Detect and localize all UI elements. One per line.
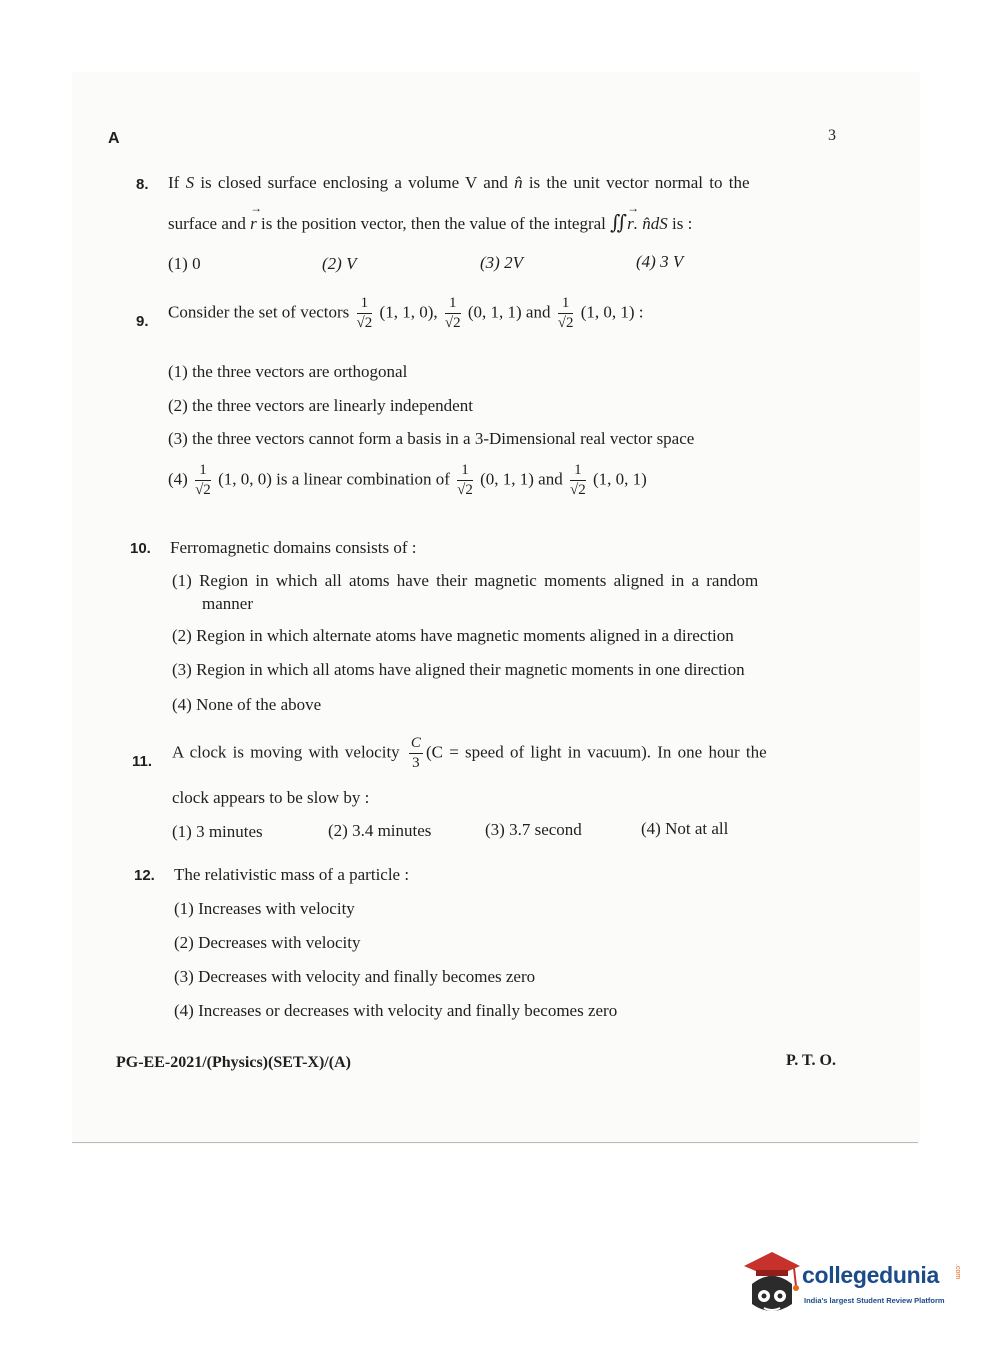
q8-text: If [168, 173, 180, 192]
q9-option-4-label: (4) [168, 469, 188, 489]
q9-option-1: (1) the three vectors are orthogonal [168, 362, 408, 381]
paper-code: PG-EE-2021/(Physics)(SET-X)/(A) [116, 1054, 351, 1071]
q8-option-2: (2) V [322, 254, 357, 273]
one-over-root-two [570, 463, 586, 498]
vector-1: (1, 1, 0), [379, 302, 438, 322]
fraction-denominator: √2 [569, 482, 586, 498]
brand-name: collegedunia [802, 1262, 939, 1288]
fraction-numerator: 1 [570, 463, 586, 481]
q8-surface-symbol: S [185, 173, 195, 192]
q9-option-4-text: (1, 0, 1) [592, 469, 647, 489]
fraction-denominator: √2 [457, 482, 473, 498]
fraction-numerator: 1 [357, 296, 373, 314]
fraction-denominator: 3 [412, 755, 420, 771]
fraction-numerator: 1 [445, 296, 461, 314]
q12-option-3: (3) Decreases with velocity and finally becomes zero [174, 967, 536, 986]
q9-option-2: (2) the three vectors are linearly independent [168, 396, 473, 415]
integrand-vector-symbol [627, 201, 640, 234]
vector-2: (0, 1, 1) and [467, 302, 551, 322]
vector-3: (1, 0, 1) : [580, 302, 644, 322]
fraction-denominator: √2 [195, 482, 211, 498]
q12-option-4: (4) Increases or decreases with velocity and finally becomes zero [174, 1001, 618, 1020]
q12-option-1: (1) Increases with velocity [174, 899, 355, 918]
c-over-three [409, 736, 423, 771]
position-vector-symbol [250, 201, 263, 234]
q11-option-1: (1) 3 minutes [172, 822, 263, 841]
one-over-root-two [357, 296, 373, 331]
q8-option-4: (4) 3 V [636, 252, 684, 271]
vector-letter: r [627, 214, 634, 233]
q10-option-1: (1) Region in which all atoms have their magnetic moments aligned in a random [172, 571, 759, 590]
q9-text: Consider the set of vectors [168, 302, 350, 322]
one-over-root-two [445, 296, 461, 331]
question-10-number: 10. [130, 540, 151, 557]
q8-text: is the unit vector normal to the [528, 173, 750, 192]
q10-option-4: (4) None of the above [172, 695, 322, 714]
q10-option-1-continued: manner [202, 594, 253, 613]
vector-arrow-icon: → [250, 201, 263, 215]
question-8-number: 8. [136, 176, 149, 193]
sheet-bottom-rule [72, 1142, 918, 1143]
question-8-line-1 [168, 173, 750, 193]
q8-option-3: (3) 2V [480, 253, 523, 272]
integrand-expression: . n̂dS [633, 214, 668, 233]
one-over-root-two [195, 463, 211, 498]
question-12-number: 12. [134, 867, 155, 884]
q8-text: surface and [168, 214, 246, 233]
q10-option-3: (3) Region in which all atoms have aligned their magnetic moments in one direction [172, 660, 745, 679]
please-turn-over: P. T. O. [786, 1052, 836, 1069]
fraction-numerator: 1 [457, 463, 473, 481]
one-over-root-two [457, 463, 473, 498]
q11-option-3: (3) 3.7 second [485, 820, 582, 839]
q11-text: A clock is moving with velocity [172, 742, 400, 762]
set-letter: A [108, 130, 120, 147]
fraction-denominator: √2 [356, 315, 373, 331]
one-over-root-two [558, 296, 574, 331]
collegedunia-logo [742, 1248, 972, 1320]
question-12-stem: The relativistic mass of a particle : [174, 865, 410, 884]
vector-arrow-icon: → [627, 201, 640, 215]
question-9-number: 9. [136, 313, 149, 330]
q8-text: is closed surface enclosing a volume V and [200, 173, 508, 192]
q9-option-4-text: (0, 1, 1) and [480, 469, 563, 489]
question-9-stem [168, 296, 644, 331]
fraction-denominator: √2 [444, 315, 461, 331]
fraction-denominator: √2 [557, 315, 574, 331]
brand-domain: .com [954, 1264, 961, 1280]
vector-letter: r [250, 214, 257, 233]
q9-option-3: (3) the three vectors cannot form a basis in a 3-Dimensional real vector space [168, 429, 695, 448]
q11-option-4: (4) Not at all [641, 819, 729, 838]
question-10-stem: Ferromagnetic domains consists of : [170, 538, 417, 557]
fraction-numerator: 1 [558, 296, 574, 314]
question-11-number: 11. [132, 753, 153, 770]
q11-option-2: (2) 3.4 minutes [328, 821, 432, 840]
question-11-stem [172, 736, 767, 771]
q12-option-2: (2) Decreases with velocity [174, 933, 361, 952]
q9-option-4 [168, 463, 647, 498]
page-number: 3 [828, 127, 836, 144]
q8-option-1: (1) 0 [168, 254, 201, 273]
double-integral-symbol: ∬ [610, 212, 628, 234]
q10-option-2: (2) Region in which alternate atoms have magnetic moments aligned in a direction [172, 626, 734, 645]
q8-text: is the position vector, then the value of the integral [261, 214, 606, 233]
graduate-mascot-icon [742, 1248, 802, 1320]
question-8-line-2 [168, 201, 693, 235]
question-11-line-2: clock appears to be slow by : [172, 788, 370, 807]
q8-text: is : [672, 214, 693, 233]
brand-tagline: India's largest Student Review Platform [804, 1296, 945, 1305]
q11-text: (C = speed of light in vacuum). In one hour the [425, 742, 767, 762]
fraction-numerator: 1 [195, 463, 211, 481]
q9-option-4-text: (1, 0, 0) is a linear combination of [218, 469, 450, 489]
fraction-numerator: C [409, 736, 423, 754]
q8-normal-symbol: n̂ [514, 173, 523, 192]
